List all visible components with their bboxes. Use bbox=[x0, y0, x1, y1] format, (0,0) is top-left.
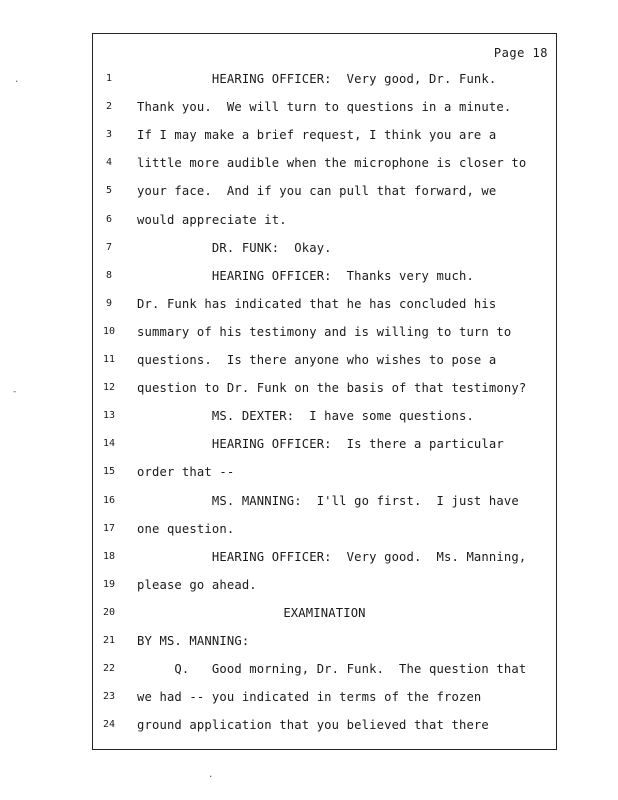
line-text: MS. MANNING: I'll go first. I just have bbox=[137, 493, 519, 508]
transcript-line bbox=[93, 435, 556, 453]
line-number: 11 bbox=[102, 354, 116, 365]
line-number: 19 bbox=[102, 578, 116, 590]
line-number: 9 bbox=[105, 297, 113, 309]
line-number: 1 bbox=[105, 73, 113, 84]
line-number: 20 bbox=[102, 606, 116, 618]
transcript-line bbox=[93, 295, 556, 313]
transcript-line bbox=[93, 407, 556, 425]
line-number: 17 bbox=[102, 522, 116, 534]
line-number: 14 bbox=[102, 438, 116, 450]
line-text: summary of his testimony and is willing to turn to bbox=[137, 324, 512, 339]
line-number: 23 bbox=[102, 691, 116, 703]
transcript-line bbox=[93, 716, 556, 734]
line-number: 8 bbox=[105, 269, 113, 281]
line-number: 13 bbox=[102, 410, 116, 422]
line-text: questions. Is there anyone who wishes to pose a bbox=[137, 353, 497, 367]
transcript-line bbox=[93, 492, 556, 510]
transcript-line bbox=[93, 688, 556, 706]
line-text: BY MS. MANNING: bbox=[137, 634, 250, 648]
margin-mark: - bbox=[12, 387, 18, 397]
transcript-line bbox=[93, 604, 556, 622]
line-text: question to Dr. Funk on the basis of that testimony? bbox=[137, 381, 527, 396]
line-number: 16 bbox=[102, 494, 116, 506]
transcript-line bbox=[93, 267, 556, 285]
transcript-line bbox=[93, 548, 556, 566]
line-text: HEARING OFFICER: Is there a particular bbox=[137, 437, 504, 452]
line-text: would appreciate it. bbox=[137, 212, 287, 227]
transcript-line bbox=[93, 576, 556, 594]
line-number: 18 bbox=[102, 550, 116, 562]
line-text: MS. DEXTER: I have some questions. bbox=[137, 409, 474, 424]
transcript-line bbox=[93, 182, 556, 200]
line-number: 2 bbox=[105, 101, 113, 113]
line-number: 7 bbox=[105, 241, 113, 253]
line-number: 6 bbox=[105, 213, 113, 225]
line-text: HEARING OFFICER: Very good, Dr. Funk. bbox=[137, 72, 497, 86]
transcript-line bbox=[93, 351, 556, 369]
line-number: 12 bbox=[102, 382, 116, 394]
line-text: order that -- bbox=[137, 465, 235, 480]
line-text: If I may make a brief request, I think you are a bbox=[137, 128, 497, 143]
transcript-line bbox=[93, 379, 556, 397]
line-number: 5 bbox=[105, 185, 113, 197]
transcript-line bbox=[93, 70, 556, 88]
margin-mark: . bbox=[208, 770, 214, 780]
transcript-line bbox=[93, 154, 556, 172]
line-text: ground application that you believed that there bbox=[137, 718, 489, 733]
line-number: 3 bbox=[105, 129, 113, 141]
transcript-line bbox=[93, 323, 556, 341]
line-text: your face. And if you can pull that forward, we bbox=[137, 184, 497, 199]
line-number: 15 bbox=[102, 466, 116, 478]
transcript-line bbox=[93, 660, 556, 678]
line-text: Thank you. We will turn to questions in a minute. bbox=[137, 100, 512, 115]
line-number: 10 bbox=[102, 325, 116, 337]
transcript-line bbox=[93, 632, 556, 650]
transcript-line bbox=[93, 239, 556, 257]
line-number: 21 bbox=[102, 635, 116, 646]
margin-mark: . bbox=[14, 75, 20, 85]
section-heading: EXAMINATION bbox=[283, 605, 366, 620]
line-text: please go ahead. bbox=[137, 577, 257, 592]
transcript-line bbox=[93, 98, 556, 116]
line-text: one question. bbox=[137, 521, 235, 536]
transcript-line bbox=[93, 520, 556, 538]
line-text: we had -- you indicated in terms of the frozen bbox=[137, 690, 482, 705]
transcript-line bbox=[93, 126, 556, 144]
line-number: 24 bbox=[102, 719, 116, 731]
line-text: Dr. Funk has indicated that he has concluded his bbox=[137, 296, 497, 311]
line-text: HEARING OFFICER: Very good. Ms. Manning, bbox=[137, 549, 527, 564]
line-text: HEARING OFFICER: Thanks very much. bbox=[137, 268, 474, 283]
line-number: 22 bbox=[102, 663, 116, 675]
line-text: DR. FUNK: Okay. bbox=[137, 240, 332, 255]
transcript-page bbox=[92, 33, 557, 750]
transcript-line bbox=[93, 463, 556, 481]
line-number: 4 bbox=[105, 157, 113, 169]
transcript-line bbox=[93, 211, 556, 229]
line-text: little more audible when the microphone is closer to bbox=[137, 156, 527, 171]
line-text: Q. Good morning, Dr. Funk. The question that bbox=[137, 662, 527, 677]
page-number: Page 18 bbox=[493, 46, 548, 60]
